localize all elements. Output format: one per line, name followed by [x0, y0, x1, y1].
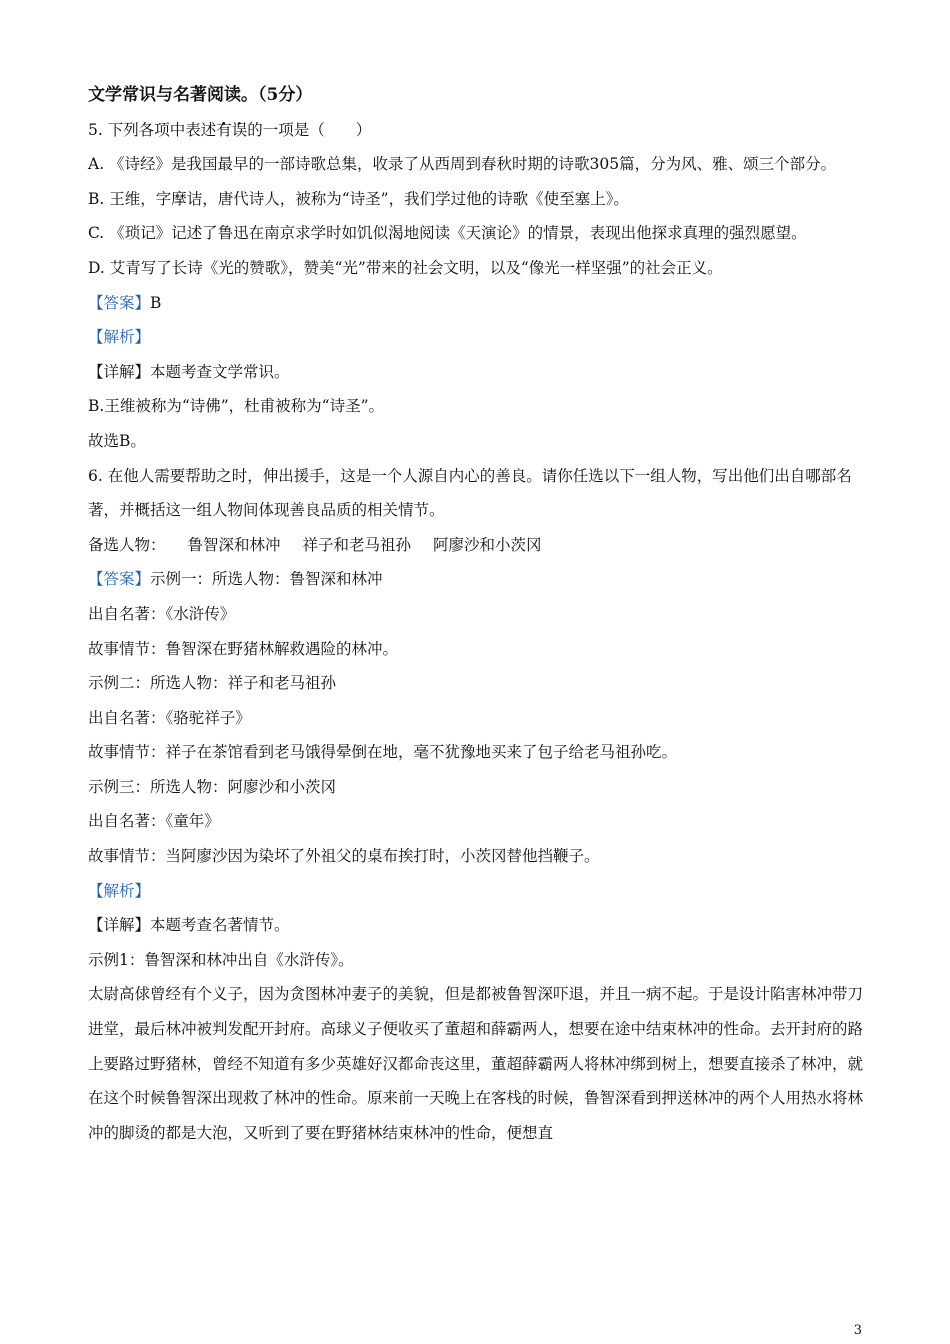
example-3-plot: 故事情节：当阿廖沙因为染坏了外祖父的桌布挨打时，小茨冈替他挡鞭子。 — [88, 847, 600, 866]
candidate-1: 鲁智深和林冲 — [187, 535, 281, 554]
q5-option-a: A. 《诗经》是我国最早的一部诗歌总集，收录了从西周到春秋时期的诗歌305篇，分为风、雅、颂三个部分。 — [88, 155, 837, 174]
page-number: 3 — [853, 1323, 862, 1338]
answer-tag: 【答案】 — [88, 570, 151, 589]
q5-choice: 故选B。 — [88, 431, 146, 450]
example-1-plot: 故事情节：鲁智深在野猪林解救遇险的林冲。 — [88, 639, 399, 658]
q5-option-c: C. 《琐记》记述了鲁迅在南京求学时如饥似渴地阅读《天演论》的情景，表现出他探求真理的强烈愿望。 — [88, 224, 807, 243]
q6-analysis-tag: 【解析】 — [88, 881, 151, 900]
document-body — [88, 78, 864, 1150]
q5-stem-pre: 5. 下列各项中表述 — [88, 120, 217, 139]
q5-analysis-tag: 【解析】 — [88, 328, 151, 347]
q6-stem: 6. 在他人需要帮助之时，伸出援手，这是一个人源自内心的善良。请你任选以下一组人物，写出他们出自哪部名著，并概括这一组人物间体现善良品质的相关情节。 — [88, 466, 852, 520]
answer-tag: 【答案】 — [88, 293, 151, 312]
q5-stem — [88, 113, 864, 148]
section-title: 文学常识与名著阅读。（5分） — [88, 85, 313, 105]
q5-answer — [88, 286, 864, 321]
emphasis-char: · 有 — [216, 121, 232, 139]
emphasis-char: · 误 — [232, 121, 248, 139]
candidate-2: 祥子和老马祖孙 — [302, 535, 412, 554]
example-1-book: 出自名著：《水浒传》 — [88, 604, 236, 623]
q6-candidates — [88, 528, 864, 563]
q6-detail: 【详解】本题考查名著情节。 — [88, 916, 290, 935]
q6-detail-paragraph: 太尉高俅曾经有个义子，因为贪图林冲妻子的美貌，但是都被鲁智深吓退，并且一病不起。于是设计陷害林冲带刀进堂，最后林冲被判发配开封府。高球义子便收买了董超和薛霸两人，想要在途中结束林冲的性命。去开封府的路上要路过野猪林，曾经不知道有多少英雄好汉都命丧这里，董超薛霸两人将林冲绑到树上，想要直接杀了林冲，就在这个时候鲁智深出现救了林冲的性命。原来前一天晚上在客栈的时候，鲁智深看到押送林冲的两个人用热水将林冲的脚烫的都是大泡，又听到了要在野猪林结束林冲的性命，便想直 — [88, 985, 864, 1142]
example-2-head: 示例二：所选人物：祥子和老马祖孙 — [88, 674, 337, 693]
example-3-book: 出自名著：《童年》 — [88, 812, 220, 831]
q5-detail-2: B.王维被称为“诗佛”，杜甫被称为“诗圣”。 — [88, 397, 385, 416]
q5-stem-post: 的一项是（ ） — [247, 120, 372, 139]
answer-value: B — [150, 293, 162, 312]
q5-option-d: D. 艾青写了长诗《光的赞歌》，赞美“光”带来的社会文明，以及“像光一样坚强”的社会正义。 — [88, 258, 723, 277]
candidate-3: 阿廖沙和小茨冈 — [433, 535, 542, 554]
example-2-plot: 故事情节：祥子在茶馆看到老马饿得晕倒在地，毫不犹豫地买来了包子给老马祖孙吃。 — [88, 743, 678, 762]
q6-detail-example-1: 示例1：鲁智深和林冲出自《水浒传》。 — [88, 950, 354, 969]
q5-option-b: B. 王维，字摩诘，唐代诗人，被称为“诗圣”，我们学过他的诗歌《使至塞上》。 — [88, 189, 629, 208]
example-1-head: 示例一：所选人物：鲁智深和林冲 — [150, 570, 383, 589]
example-2-book: 出自名著：《骆驼祥子》 — [88, 708, 251, 727]
candidates-label: 备选人物： — [88, 535, 166, 554]
q5-detail: 【详解】本题考查文学常识。 — [88, 362, 290, 381]
example-3-head: 示例三：所选人物：阿廖沙和小茨冈 — [88, 777, 337, 796]
q6-answer — [88, 562, 864, 597]
